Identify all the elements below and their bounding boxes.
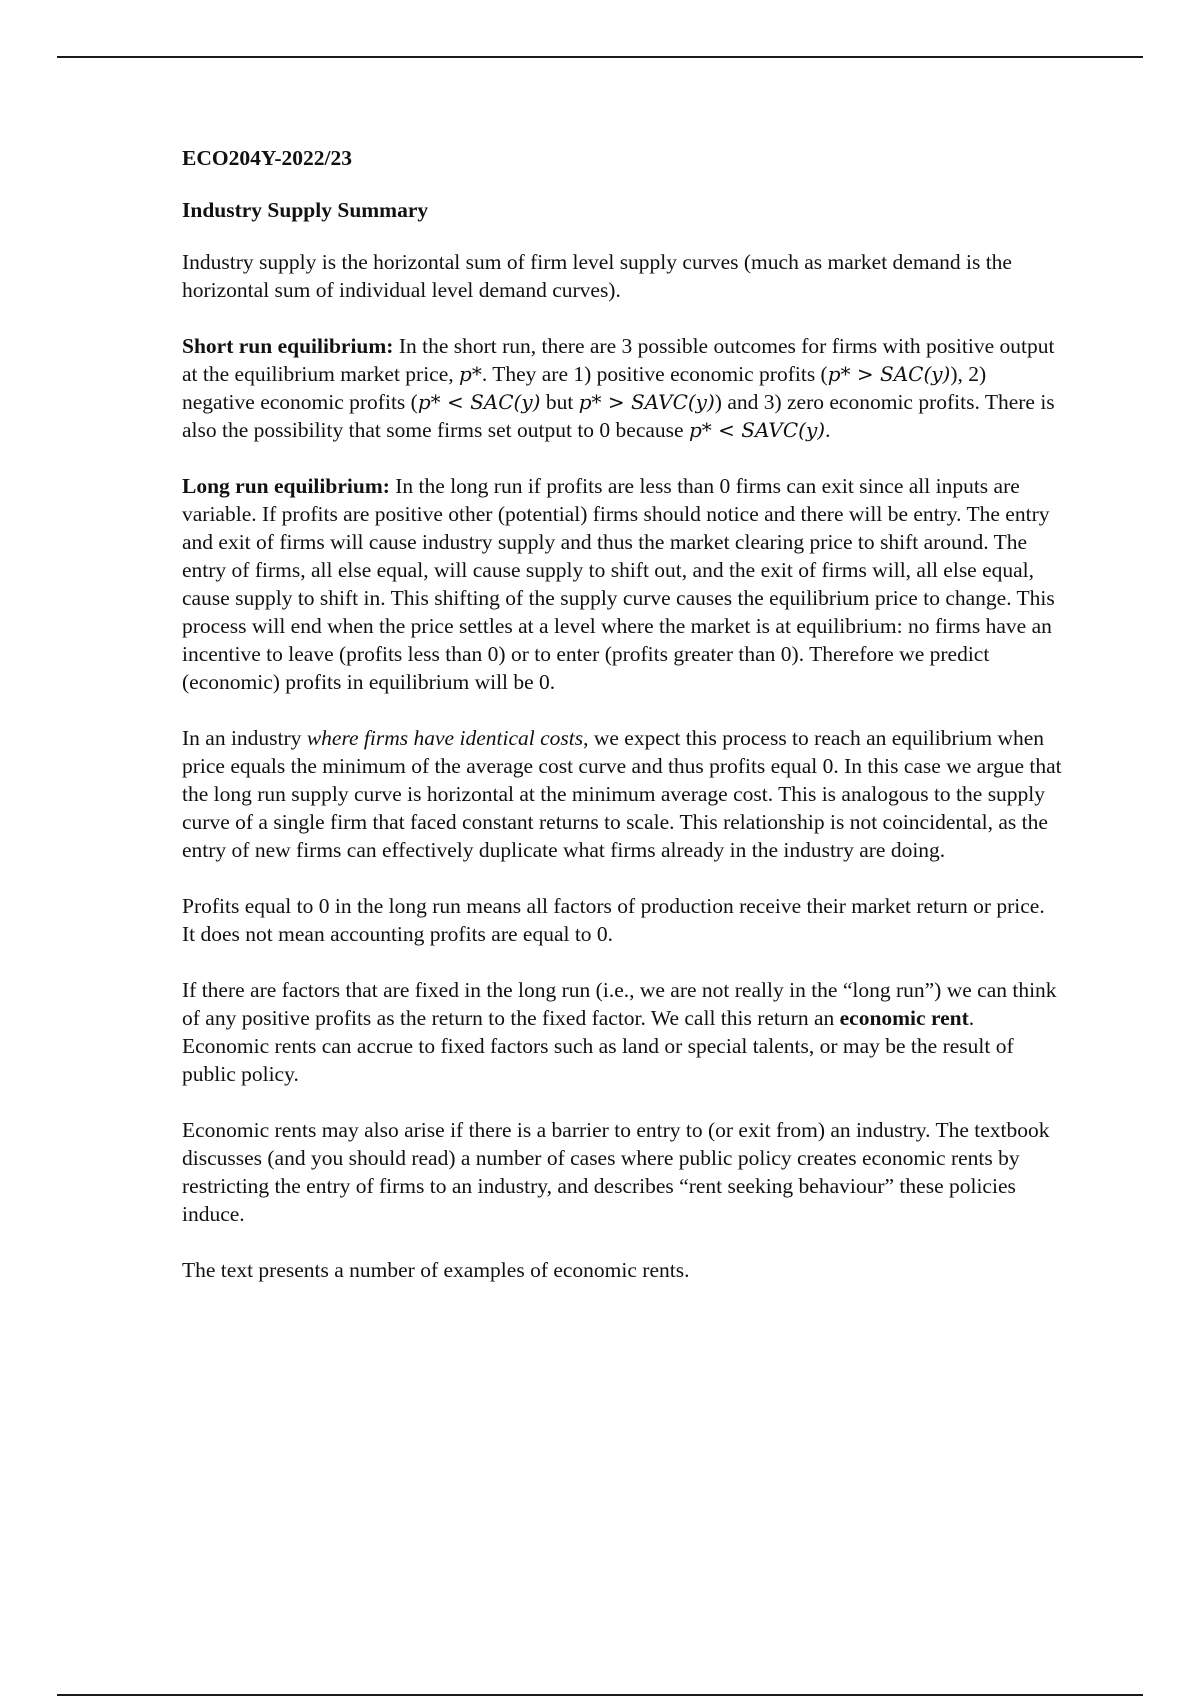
paragraph-examples: The text presents a number of examples of economic rents. bbox=[182, 1258, 690, 1282]
identical-costs-text-2: , we expect this process to reach an equilibrium when price equals the minimum of the average cost curve and thus profits equal 0. In this case we argue that the long run supply curve is horizontal at the minimum average cost. This is analogous to the supply curve of a single firm that faced constant returns to scale. This relationship is not coincidental, as the entry of new firms can effectively duplicate what firms already in the industry are doing. bbox=[182, 726, 1062, 862]
top-divider bbox=[57, 56, 1143, 58]
paragraph-zero-profits: Profits equal to 0 in the long run means all factors of production receive their market return or price. It does not mean accounting profits are equal to 0. bbox=[182, 894, 1045, 946]
bottom-divider bbox=[57, 1694, 1143, 1696]
math-below-savc: p* < SAVC(y) bbox=[688, 418, 826, 442]
paragraph-short-run bbox=[182, 332, 1062, 444]
short-run-text-1: In the short run, there are 3 possible outcomes for firms with positive output at the equilibrium market price, bbox=[182, 334, 1055, 386]
paragraph-economic-rent bbox=[182, 976, 1062, 1088]
document-title: Industry Supply Summary bbox=[182, 198, 429, 222]
course-code: ECO204Y-2022/23 bbox=[182, 146, 353, 170]
math-negative-profit: p* < SAC(y) bbox=[417, 390, 541, 414]
short-run-text-2: . They are 1) positive economic profits ( bbox=[481, 362, 828, 386]
economic-rent-text-1: If there are factors that are fixed in the long run (i.e., we are not really in the “long run”) we can think of any positive profits as the return to the fixed factor. We call this return an bbox=[182, 978, 1057, 1030]
paragraph-industry-supply: Industry supply is the horizontal sum of firm level supply curves (much as market demand is the horizontal sum of individual level demand curves). bbox=[182, 250, 1012, 302]
math-p-star: p* bbox=[459, 362, 482, 386]
math-above-savc: p* > SAVC(y) bbox=[578, 390, 715, 414]
paragraph-long-run bbox=[182, 472, 1062, 696]
identical-costs-emphasis: where firms have identical costs bbox=[306, 726, 584, 750]
document-body bbox=[182, 144, 1062, 1312]
short-run-text-4: but bbox=[540, 390, 579, 414]
long-run-text: In the long run if profits are less than 0 firms can exit since all inputs are variable. If profits are positive other (potential) firms should notice and there will be entry. The entry and exit of firms will cause industry supply and thus the market clearing price to shift around. The entry of firms, all else equal, will cause supply to shift out, and the exit of firms will, all else equal, cause supply to shift in. This shifting of the supply curve causes the equilibrium price to change. This process will end when the price settles at a level where the market is at equilibrium: no firms have an incentive to leave (profits less than 0) or to enter (profits greater than 0). Therefore we predict (economic) profits in equilibrium will be 0. bbox=[182, 474, 1055, 694]
math-positive-profit: p* > SAC(y) bbox=[827, 362, 951, 386]
identical-costs-text-1: In an industry bbox=[182, 726, 307, 750]
short-run-text-3: ), 2) negative economic profits ( bbox=[182, 362, 987, 414]
paragraph-barriers: Economic rents may also arise if there is a barrier to entry to (or exit from) an industry. The textbook discusses (and you should read) a number of cases where public policy creates economic rents by restricting the entry of firms to an industry, and describes “rent seeking behaviour” these policies induce. bbox=[182, 1118, 1050, 1226]
economic-rent-term: economic rent bbox=[839, 1006, 969, 1030]
short-run-text-5: ) and 3) zero economic profits. There is also the possibility that some firms set output to 0 because bbox=[182, 390, 1055, 442]
short-run-text-6: . bbox=[825, 418, 831, 442]
economic-rent-text-2: . Economic rents can accrue to fixed factors such as land or special talents, or may be the result of public policy. bbox=[182, 1006, 1014, 1086]
long-run-heading: Long run equilibrium: bbox=[182, 474, 390, 498]
paragraph-identical-costs bbox=[182, 724, 1062, 864]
short-run-heading: Short run equilibrium: bbox=[182, 334, 394, 358]
